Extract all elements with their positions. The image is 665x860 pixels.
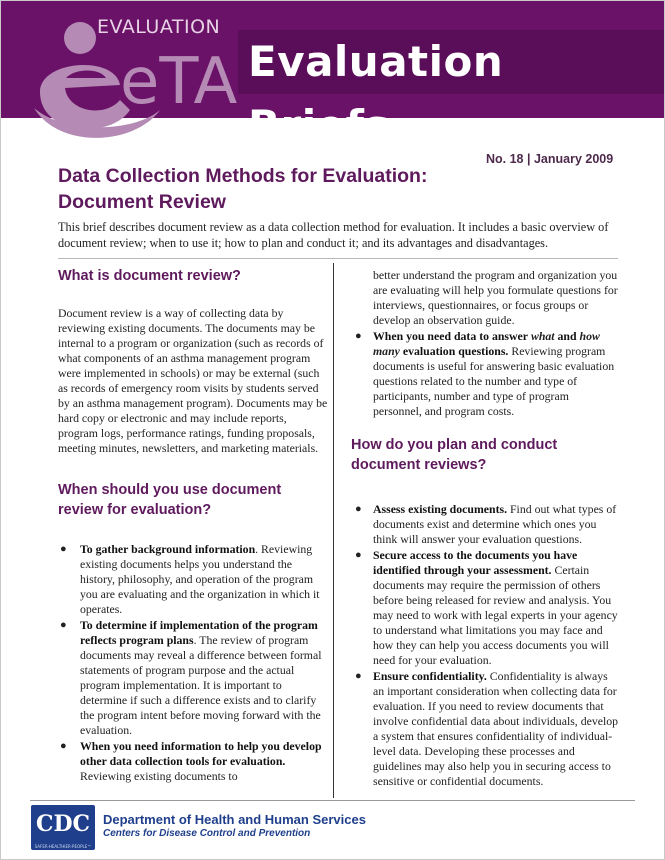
right-column <box>351 268 619 790</box>
title-line-2: Document Review <box>58 191 226 213</box>
bullet-text: Confidentiality is always an important consideration when collecting data for evaluation. If you need to review documents that involve confidential data about individuals, develop a system that ensures confidentiality of individual-level data. Developing these processes and guidelines may also help you in securing access to sensitive or confidential documents. <box>373 669 619 788</box>
bullet-icon: ● <box>355 330 362 342</box>
bullet-lead: evaluation questions <box>402 344 506 358</box>
page-title <box>58 163 478 215</box>
bullet-lead: Assess existing documents. <box>373 502 508 516</box>
heading-when-use: When should you use document review for evaluation? <box>58 482 282 518</box>
title-line-1: Data Collection Methods for Evaluation: <box>58 165 428 187</box>
list-item: ● To determine if implementation of the program reflects program plans. The review of program documents may reveal a difference between formal statements of program purpose and the actual program implementation. It is important to determine if such a difference exists and to clarify the program intent before moving forward with the evaluation. <box>60 618 322 737</box>
cdc-tagline: SAFER·HEALTHIER·PEOPLE™ <box>34 844 92 849</box>
bullet-text: Reviewing existing documents helps you understand the history, philosophy, and operation of the program you are evaluating and the organization in which it operates. <box>80 542 320 616</box>
column-divider <box>333 263 334 798</box>
issue-info: No. 18 | January 2009 <box>486 152 614 166</box>
bullet-text: The review of program documents may reveal a difference between formal statements of program purpose and the actual program implementation. It is important to determine if such a difference exists and to clarify the program intent before moving forward with the evaluation. <box>80 633 322 737</box>
bullet-text: Reviewing existing documents to <box>80 769 238 783</box>
bullet-text: Find out what types of documents exist and determine which ones you think will answer your evaluation questions. <box>373 502 617 546</box>
continued-text: better understand the program and organization you are evaluating will help you formulate questions for interviews, questionnaires, or focus groups or develop an observation guide. <box>373 268 618 327</box>
footer-divider <box>30 800 635 801</box>
cdc-logo-text: CDC <box>35 811 91 837</box>
cdc-logo <box>31 805 95 850</box>
heading-what-is: What is document review? <box>58 268 241 284</box>
bullet-text: Reviewing program documents is useful for answering basic evaluation questions related to the number and type of participants, number and type of program personnel, and program costs. <box>373 344 615 418</box>
bullet-emphasis: what <box>530 329 555 343</box>
bullet-icon: ● <box>60 543 67 555</box>
bullet-icon: ● <box>60 619 67 631</box>
when-use-list <box>58 542 328 784</box>
when-use-list-continued <box>351 329 619 419</box>
bullet-lead: To gather background information <box>80 542 256 556</box>
bullet-lead: Secure access to the documents you have identified through your assessment. <box>373 548 578 577</box>
logo-text: eTA <box>120 45 238 119</box>
bullet-icon: ● <box>60 740 67 752</box>
list-item: ● To gather background information. Reviewing existing documents helps you understand the history, philosophy, and operation of the program you are evaluating and the organization in which it operates. <box>60 542 320 616</box>
cdc-name: Centers for Disease Control and Prevention <box>103 828 311 839</box>
list-item <box>351 548 619 668</box>
list-item <box>351 502 619 547</box>
hhs-name: Department of Health and Human Services <box>103 812 366 827</box>
section-divider <box>58 258 618 259</box>
bullet-text: Certain documents may require the permission of others before being released for review and analysis. You may need to work with legal experts in your agency to understand what limitations you may face and how they can help you access documents you will need for your evaluation. <box>373 563 618 667</box>
what-is-paragraph: Document review is a way of collecting data by reviewing existing documents. The documents may be internal to a program or organization (such as records of what components of an asthma management program were implemented in schools) or may be external (such as records of emergency room visits by students served by an asthma management program). Documents may be hard copy or electronic and may include reports, program logs, performance ratings, funding proposals, meeting minutes, newsletters, and marketing materials. <box>58 306 328 455</box>
bullet-lead: Ensure confidentiality. <box>373 669 487 683</box>
bullet-icon: ● <box>355 549 362 561</box>
list-item: ● When you need data to answer what and how many evaluation questions. Reviewing program documents is useful for answering basic evaluation questions related to the number and type of participants, number and type of program personnel, and program costs. <box>355 329 615 418</box>
series-title: Evaluation Briefs <box>248 37 504 150</box>
bullet-lead: When you need information to help you develop other data collection tools for evaluation. <box>80 739 322 768</box>
intro-paragraph: This brief describes document review as a data collection method for evaluation. It includes a basic overview of document review; when to use it; how to plan and conduct it; and its advantages and disadvantages. <box>58 220 609 250</box>
bullet-lead: To determine if implementation of the program reflects program plans <box>80 618 318 647</box>
bullet-icon: ● <box>355 503 362 515</box>
left-column <box>58 266 328 785</box>
brand-word: EVALUATION <box>97 16 221 38</box>
bullet-icon: ● <box>355 670 362 682</box>
bullet-emphasis: how many <box>373 329 600 358</box>
heading-plan-conduct: How do you plan and conduct document reviews? <box>351 437 558 473</box>
bullet-lead: When you need data to answer <box>373 329 529 343</box>
list-item <box>351 669 619 789</box>
bullet-lead: and <box>557 329 577 343</box>
plan-conduct-list <box>351 502 619 789</box>
list-item <box>58 739 328 784</box>
